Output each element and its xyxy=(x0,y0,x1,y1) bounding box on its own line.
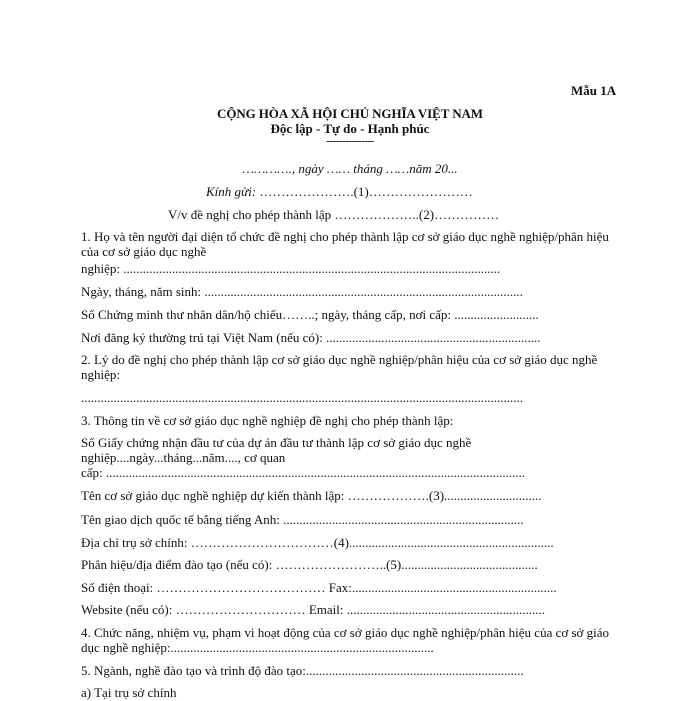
national-motto: Độc lập - Tự do - Hạnh phúc xyxy=(270,121,430,136)
field-phone-fax: Số điện thoại: ………………………………… Fax:............................................................... xyxy=(81,580,557,595)
addressee-line xyxy=(206,184,473,200)
addressee-label: Kính gửi: xyxy=(206,184,257,199)
field-3-info: 3. Thông tin về cơ sở giáo dục nghề nghiệp đề nghị cho phép thành lập: xyxy=(81,413,454,428)
field-website-email: Website (nếu có): ………………………… Email: ............................................................. xyxy=(81,602,546,617)
field-1-continuation: nghiệp: .................................................................................................................... xyxy=(81,261,501,276)
field-date-of-birth: Ngày, tháng, năm sinh: .................................................................................................. xyxy=(81,284,523,299)
field-residence: Nơi đăng ký thường trú tại Việt Nam (nếu có): .................................................................. xyxy=(81,330,541,345)
field-branch: Phân hiệu/địa điểm đào tạo (nếu có): ……………………..(5).......................................... xyxy=(81,557,538,572)
field-2-dots: ........................................................................................................................................ xyxy=(81,390,523,405)
field-4-functions: 4. Chức năng, nhiệm vụ, phạm vi hoạt động của cơ sở giáo dục nghề nghiệp/phân hiệu của cơ sở giáo dục nghề nghiệp:................................................................................. xyxy=(81,625,610,655)
field-expected-name: Tên cơ sở giáo dục nghề nghiệp dự kiến thành lập: ……………….(3).............................. xyxy=(81,488,542,503)
field-head-office: Địa chỉ trụ sở chính: ……………………………(4)............................................................... xyxy=(81,535,554,550)
field-5-training: 5. Ngành, nghề đào tạo và trình độ đào tạo:................................................................... xyxy=(81,663,524,678)
field-international-name: Tên giao dịch quốc tế bằng tiếng Anh: .......................................................................... xyxy=(81,512,524,527)
national-title: CỘNG HÒA XÃ HỘI CHỦ NGHĨA VIỆT NAM xyxy=(217,106,483,121)
field-investment-cert-line-2: nghiệp....ngày...tháng...năm...., cơ quan xyxy=(81,450,286,465)
field-id-card: Số Chứng minh thư nhân dân/hộ chiếu……..; ngày, tháng cấp, nơi cấp: .......................... xyxy=(81,307,539,322)
field-investment-cert-line-1: Số Giấy chứng nhận đầu tư của dự án đầu tư thành lập cơ sở giáo dục nghề xyxy=(81,435,472,450)
date-line: …………., ngày …… tháng ……năm 20... xyxy=(242,161,458,176)
form-code: Mẫu 1A xyxy=(571,83,617,98)
addressee-blank: ………………….(1)…………………… xyxy=(256,184,473,199)
field-5a-head-office: a) Tại trụ sở chính xyxy=(81,685,177,700)
field-2-reason: 2. Lý do đề nghị cho phép thành lập cơ sở giáo dục nghề nghiệp/phân hiệu của cơ sở giáo dục nghề nghiệp: xyxy=(81,352,598,382)
field-investment-cert-line-3: cấp: ................................................................................................................................. xyxy=(81,465,526,480)
subject-line: V/v đề nghị cho phép thành lập ………………..(2)…………… xyxy=(168,207,500,222)
field-1-representative: 1. Họ và tên người đại diện tổ chức đề nghị cho phép thành lập cơ sở giáo dục nghề nghiệp/phân hiệu của cơ sở giáo dục nghề xyxy=(81,229,609,259)
header-rule: --------------- xyxy=(326,135,374,147)
